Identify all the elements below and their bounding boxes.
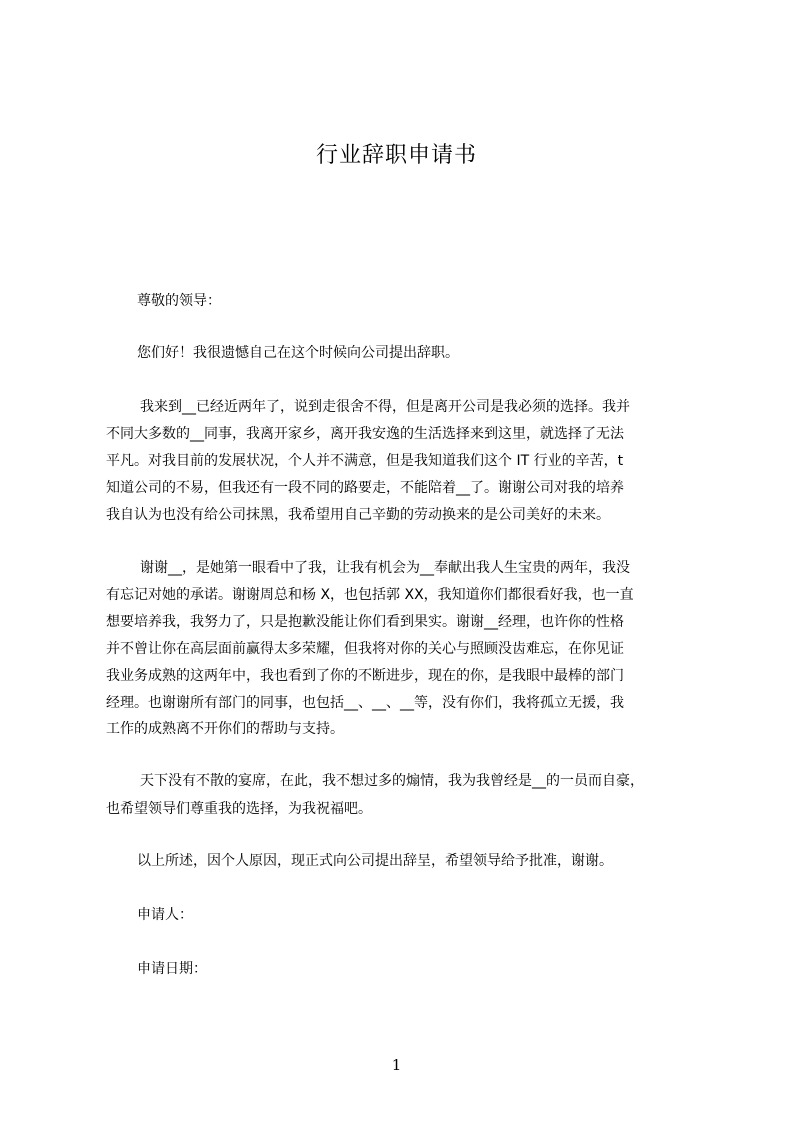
application-date-label: 申请日期： xyxy=(137,961,207,977)
paragraph-line: 我来到__已经近两年了，说到走很舍不得，但是离开公司是我必须的选择。我并 xyxy=(140,399,630,415)
paragraph-4: 以上所述，因个人原因，现正式向公司提出辞呈，希望领导给予批准，谢谢。 xyxy=(137,853,613,869)
page-number: 1 xyxy=(391,1056,402,1074)
paragraph-line: 天下没有不散的宴席，在此，我不想过多的煽情，我为我曾经是__的一员而自豪， xyxy=(140,773,644,789)
paragraph-line: 也希望领导们尊重我的选择，为我祝福吧。 xyxy=(106,801,372,817)
paragraph-line: 知道公司的不易，但我还有一段不同的路要走，不能陪着__了。谢谢公司对我的培养 xyxy=(106,480,624,496)
paragraph-line: 我业务成熟的这两年中，我也看到了你的不断进步，现在的你，是我眼中最棒的部门 xyxy=(106,668,624,684)
paragraph-line: 工作的成熟离不开你们的帮助与支持。 xyxy=(106,721,344,737)
paragraph-line: 经理。也谢谢所有部门的同事，也包括__、__、__等，没有你们，我将孤立无援，我 xyxy=(106,695,624,711)
document-title: 行业辞职申请书 xyxy=(315,143,477,168)
paragraph-line: 有忘记对她的承诺。谢谢周总和杨 X，也包括郭 XX，我知道你们都很看好我，也一直 xyxy=(106,587,634,603)
paragraph-line: 不同大多数的__同事，我离开家乡，离开我安逸的生活选择来到这里，就选择了无法 xyxy=(106,426,624,442)
applicant-label: 申请人： xyxy=(137,907,193,923)
salutation: 尊敬的领导： xyxy=(137,293,221,309)
greeting-line: 您们好！我很遗憾自己在这个时候向公司提出辞职。 xyxy=(137,345,459,361)
paragraph-line: 谢谢__，是她第一眼看中了我，让我有机会为__奉献出我人生宝贵的两年，我没 xyxy=(140,560,630,576)
paragraph-line: 想要培养我，我努力了，只是抱歉没能让你们看到果实。谢谢__经理，也许你的性格 xyxy=(106,614,624,630)
paragraph-line: 并不曾让你在高层面前赢得太多荣耀，但我将对你的关心与照顾没齿难忘，在你见证 xyxy=(106,641,624,657)
paragraph-line: 平凡。对我目前的发展状况，个人并不满意，但是我知道我们这个 IT 行业的辛苦，t xyxy=(106,453,624,469)
paragraph-line: 我自认为也没有给公司抹黑，我希望用自己辛勤的劳动换来的是公司美好的未来。 xyxy=(106,507,610,523)
